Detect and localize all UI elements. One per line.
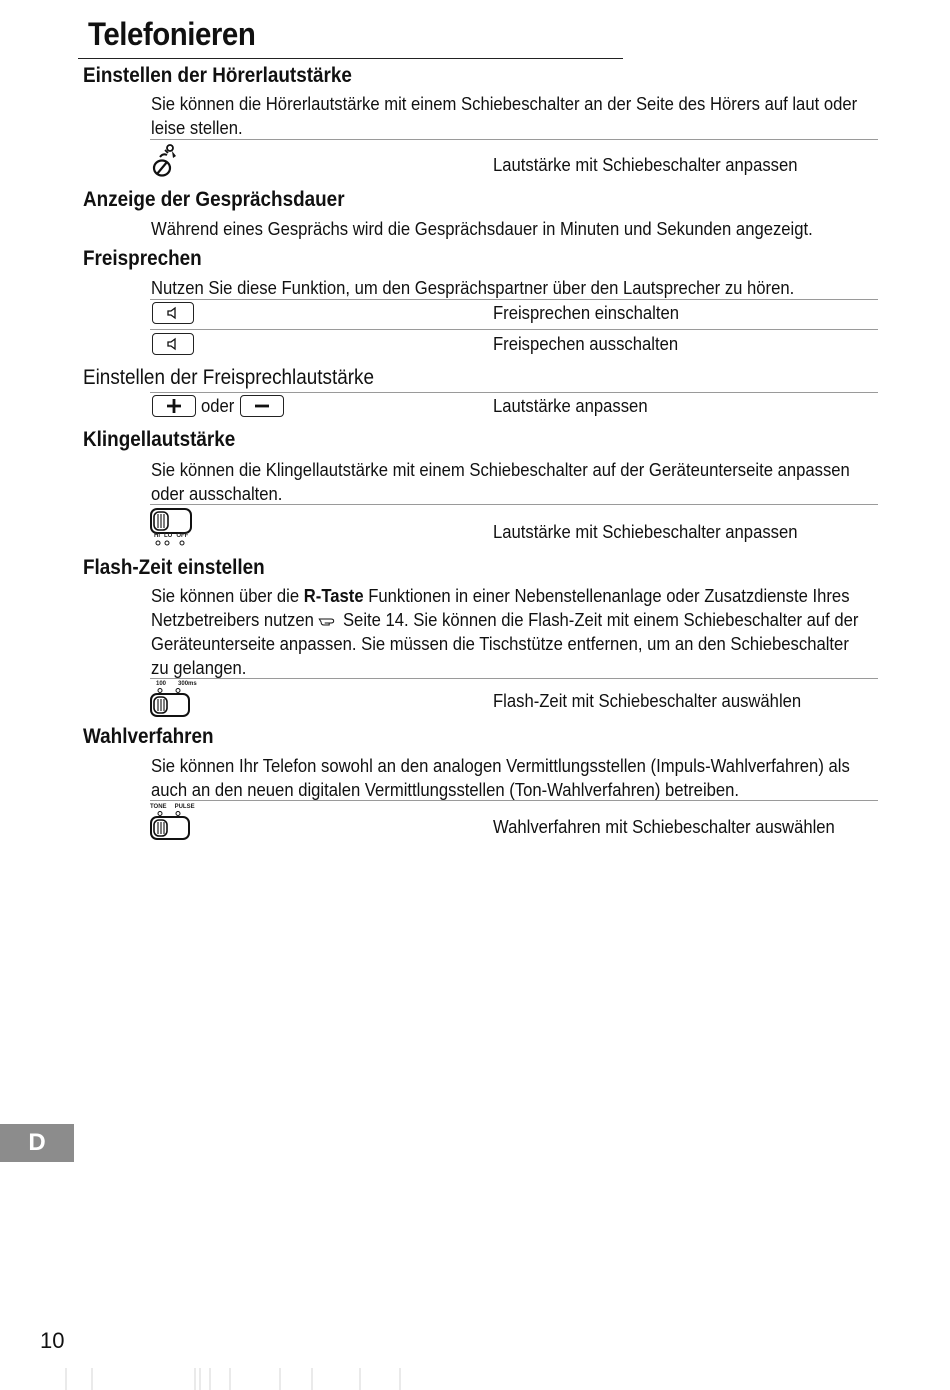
text-flash-part2: Funktionen in einer Nebenstellenanlage oder Zusatzdienste Ihres Netzbetreibers nutzen — [151, 585, 850, 630]
plus-key — [152, 395, 196, 417]
slide-switch-icon — [150, 508, 192, 534]
switch-label-tone: TONE — [150, 804, 167, 810]
heading-freisprechen: Freisprechen — [83, 247, 202, 270]
text-wahlverfahren: Sie können Ihr Telefon sowohl an den analogen Vermittlungsstellen (Impuls-Wahlverfahren) als auch an den neuen digitalen Vermittlungsstellen (Ton-Wahlverfahren) betreiben. — [151, 755, 850, 800]
plus-icon — [166, 398, 182, 414]
heading-hoererlautstaerke: Einstellen der Hörerlautstärke — [83, 64, 352, 87]
divider — [150, 139, 878, 140]
text-flash-part1: Sie können über die — [151, 585, 304, 606]
page-reference: Seite 14. — [342, 609, 409, 630]
minus-icon — [254, 398, 270, 414]
heading-wahlverfahren: Wahlverfahren — [83, 725, 214, 748]
switch-label-100: 100 — [156, 681, 167, 687]
heading-flash-zeit — [83, 556, 265, 580]
switch-label-lo: LO — [164, 533, 173, 539]
dial-mode-switch — [150, 804, 210, 842]
heading-freisprechlautstaerke: Einstellen der Freisprechlautstärke — [83, 366, 374, 389]
heading-klingellautstaerke: Klingellautstärke — [83, 428, 236, 451]
slide-switch-icon — [150, 811, 192, 841]
ringer-switch — [150, 508, 194, 546]
title-divider — [78, 58, 623, 59]
text-klingellautstaerke: Sie können die Klingellautstärke mit einem Schiebeschalter auf der Geräteunterseite anpassen oder ausschalten. — [151, 459, 850, 504]
handset-volume-icon — [150, 143, 180, 179]
dial-switch-labels — [150, 804, 195, 810]
speaker-key-off — [152, 333, 194, 355]
ringer-switch-labels — [154, 533, 188, 539]
connector-oder: oder — [201, 395, 235, 416]
speaker-icon — [166, 337, 180, 351]
action-hoerer-lautstaerke: Lautstärke mit Schiebeschalter anpassen — [493, 154, 798, 175]
switch-position-dots — [154, 540, 188, 546]
text-hoererlautstaerke: Sie können die Hörerlautstärke mit einem Schiebeschalter an der Seite des Hörers auf laut oder leise stellen. — [151, 93, 858, 138]
action-freisprech-lautstaerke: Lautstärke anpassen — [493, 395, 648, 416]
speaker-icon — [166, 306, 180, 320]
switch-label-hi: HI — [154, 533, 160, 539]
divider — [150, 392, 878, 393]
switch-label-pulse: PULSE — [174, 804, 195, 810]
action-wahlverfahren: Wahlverfahren mit Schiebeschalter auswählen — [493, 816, 835, 837]
heading-flash-zeit-text: Flash-Zeit einstellen — [83, 556, 265, 579]
heading-gespraechsdauer: Anzeige der Gesprächsdauer — [83, 188, 345, 211]
page-number: 10 — [40, 1328, 65, 1353]
action-freisprechen-ein: Freisprechen einschalten — [493, 302, 680, 323]
divider — [150, 678, 878, 679]
text-gespraechsdauer: Während eines Gesprächs wird die Gesprächsdauer in Minuten und Sekunden angezeigt. — [151, 218, 813, 239]
switch-label-300ms: 300ms — [178, 681, 197, 687]
action-flash-zeit: Flash-Zeit mit Schiebeschalter auswählen — [493, 690, 802, 711]
divider — [150, 504, 878, 505]
flash-switch — [150, 681, 210, 719]
pointing-hand-icon — [319, 615, 339, 627]
text-flash-part3: Sie können die Flash-Zeit mit einem Schiebeschalter auf der Geräteunterseite anpassen. Sie müssen die Tischstütze entfernen, um an den Schiebeschalter zu gelangen. — [151, 609, 859, 678]
print-marks — [60, 1365, 460, 1390]
speaker-key-on — [152, 302, 194, 324]
language-tab: D — [0, 1124, 74, 1162]
page-title: Telefonieren — [88, 16, 256, 52]
text-flash-zeit — [151, 584, 864, 680]
divider — [150, 329, 878, 330]
slide-switch-icon — [150, 688, 192, 718]
minus-key — [240, 395, 284, 417]
divider — [150, 299, 878, 300]
action-freisprechen-aus: Freispechen ausschalten — [493, 333, 679, 354]
text-freisprechen: Nutzen Sie diese Funktion, um den Gesprächspartner über den Lautsprecher zu hören. — [151, 277, 795, 298]
action-klingel-lautstaerke: Lautstärke mit Schiebeschalter anpassen — [493, 521, 798, 542]
switch-label-off: OFF — [176, 533, 189, 539]
flash-switch-labels — [156, 681, 197, 687]
r-taste-label: R-Taste — [303, 585, 364, 606]
divider — [150, 800, 878, 801]
